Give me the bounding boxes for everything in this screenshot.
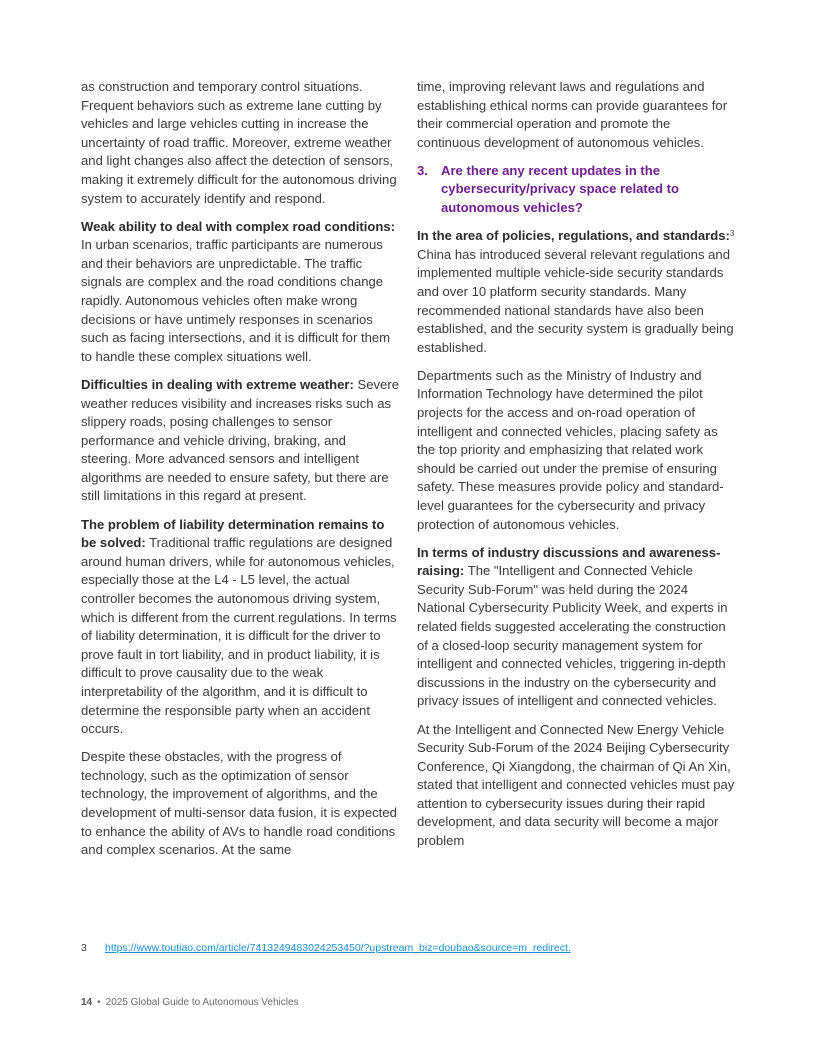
page-footer xyxy=(81,997,299,1008)
paragraph-body: China has introduced several relevant regulations and implemented multiple vehicle-side security standards and over 10 platform security standards. Many recommended national standards have also been established, and the security system is gradually being established. xyxy=(417,246,734,355)
paragraph-heading: Weak ability to deal with complex road conditions: xyxy=(81,218,396,234)
page-number: 14 xyxy=(81,997,93,1008)
paragraph-heading: In the area of policies, regulations, and standards: xyxy=(417,228,730,244)
paragraph-heading: In terms of industry discussions and awareness-raising: xyxy=(417,544,721,579)
paragraph: Despite these obstacles, with the progress of technology, such as the optimization of sensor technology, the improvement of algorithms, and the development of multi-sensor data fusion, it is expected to enhance the ability of AVs to handle road conditions and complex scenarios. At the same xyxy=(81,749,397,858)
paragraph-body: In urban scenarios, traffic participants are numerous and their behaviors are unpredictable. The traffic signals are complex and the road conditions change rapidly. Autonomous vehicles often make wrong decisions or have untimely responses in scenarios such as facing intersections, and it is difficult for them to handle these complex situations well. xyxy=(81,237,391,364)
paragraph-body: The "Intelligent and Connected Vehicle Security Sub-Forum" was held during the 2024 National Cybersecurity Publicity Week, and experts in related fields suggested accelerating the construction of a closed-loop security management system for intelligent and connected vehicles, triggering in-depth discussions in the industry on the cybersecurity and privacy issues of intelligent and connected vehicles. xyxy=(417,563,728,709)
paragraph-body: Traditional traffic regulations are designed around human drivers, while for autonomous vehicles, especially those at the L4 - L5 level, the actual controller becomes the autonomous driving system, which is different from the current regulations. In terms of liability determination, it is difficult for the driver to prove fault in tort liability, and in product liability, it is difficult to prove causality due to the weak interpretability of the algorithm, and it is difficult to determine the responsible party when an accident occurs. xyxy=(81,535,397,737)
left-column xyxy=(81,78,399,869)
paragraph: At the Intelligent and Connected New Energy Vehicle Security Sub-Forum of the 2024 Beijing Cybersecurity Conference, Qi Xiangdong, the chairman of Qi An Xin, stated that intelligent and connected vehicles must pay attention to cybersecurity issues during their rapid development, and data security will become a major problem xyxy=(417,721,735,849)
footnote xyxy=(81,941,571,955)
paragraph: Departments such as the Ministry of Industry and Information Technology have determined the pilot projects for the access and on-road operation of intelligent and connected vehicles, placing safety as the top priority and emphasizing that related work should be carried out under the premise of ensuring safety. These measures provide policy and standard-level guarantees for the cybersecurity and privacy protection of autonomous vehicles. xyxy=(417,367,724,532)
footer-separator: • xyxy=(97,997,101,1008)
right-column xyxy=(417,78,735,860)
footnote-number: 3 xyxy=(81,942,87,954)
paragraph: time, improving relevant laws and regulations and establishing ethical norms can provide guarantees for their commercial operation and promote the continuous development of autonomous vehicles. xyxy=(417,79,728,150)
paragraph-heading: The problem of liability determination remains to be solved: xyxy=(81,516,385,551)
paragraph xyxy=(81,218,399,367)
paragraph xyxy=(81,516,399,739)
footnote-reference: 3 xyxy=(729,229,735,239)
document-title: 2025 Global Guide to Autonomous Vehicles xyxy=(105,997,299,1008)
paragraph xyxy=(81,376,399,506)
question-text: Are there any recent updates in the cybersecurity/privacy space related to autonomous vehicles? xyxy=(441,162,679,216)
question-number: 3. xyxy=(417,162,428,178)
paragraph xyxy=(417,544,735,711)
question-heading xyxy=(417,162,735,218)
paragraph-body: Severe weather reduces visibility and increases risks such as slippery roads, posing challenges to sensor performance and vehicle driving, braking, and steering. More advanced sensors and intelligent algorithms are needed to ensure safety, but there are still limitations in this regard at present. xyxy=(81,376,399,504)
footnote-link[interactable]: https://www.toutiao.com/article/7413249483024253450/?upstream_biz=doubao&source=m_redirect. xyxy=(105,942,571,954)
paragraph-heading: Difficulties in dealing with extreme weather: xyxy=(81,376,354,392)
paragraph xyxy=(417,227,735,357)
paragraph: as construction and temporary control situations. Frequent behaviors such as extreme lane cutting by vehicles and large vehicles cutting in increase the uncertainty of road traffic. Moreover, extreme weather and light changes also affect the detection of sensors, making it extremely difficult for the autonomous driving system to accurately identify and respond. xyxy=(81,79,397,206)
